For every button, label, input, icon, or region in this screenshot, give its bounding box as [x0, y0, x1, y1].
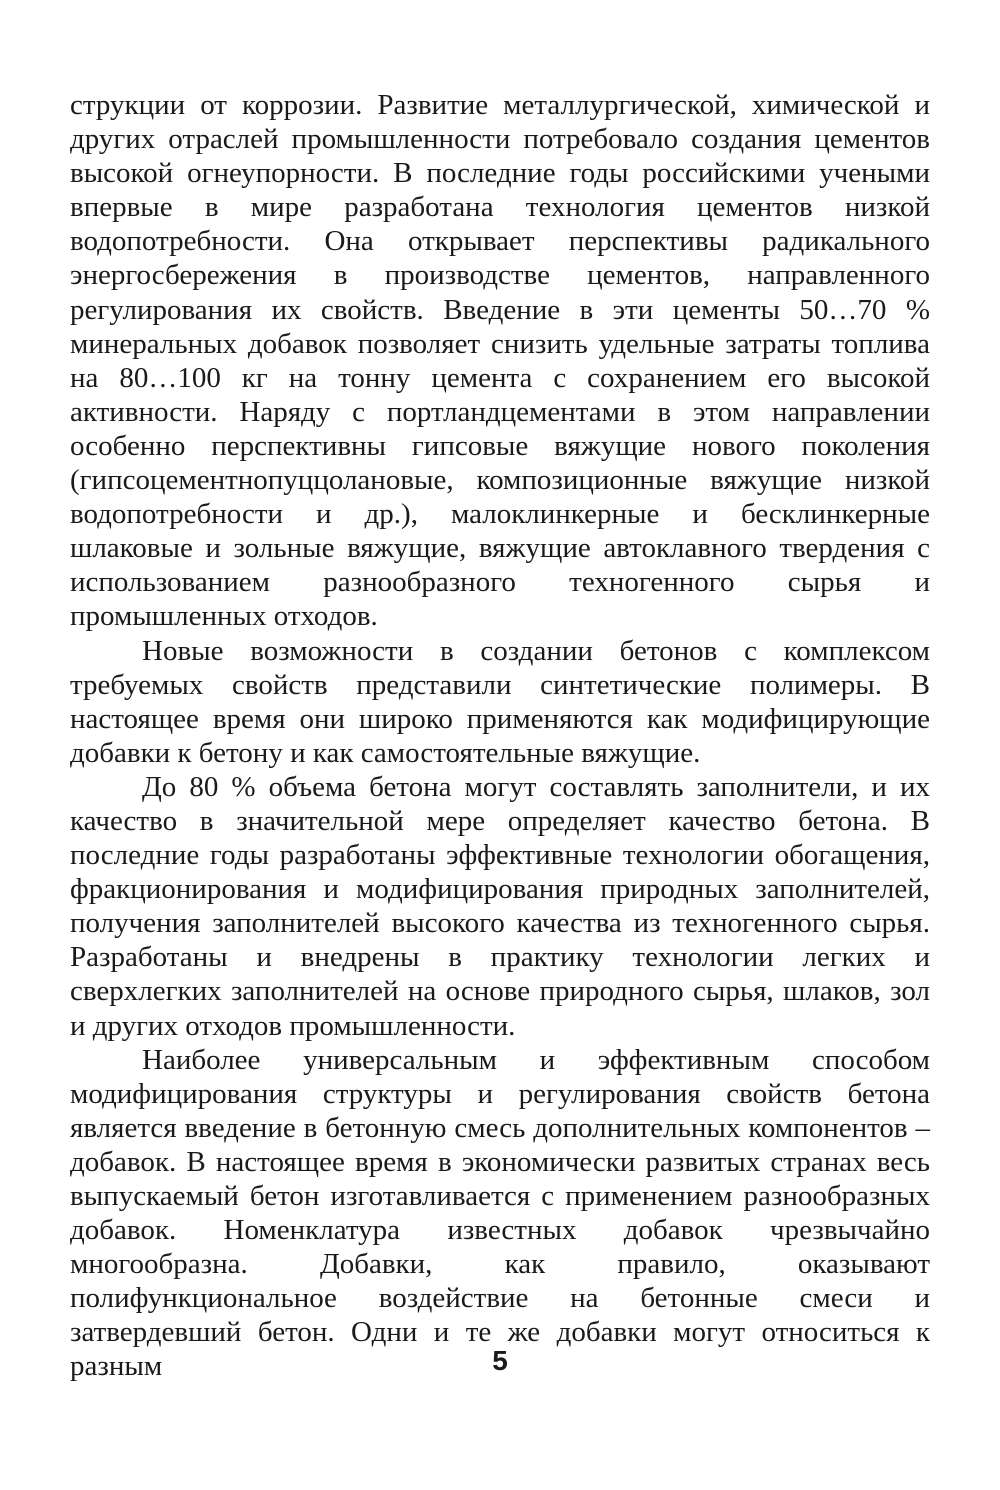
body-text: [70, 88, 930, 1384]
paragraph-additives: Наиболее универсальным и эффективным способом модифицирования структуры и регулирования свойств бетона является введение в бетонную смесь дополнительных компонентов – добавок. В настоящее время в экономически развитых странах весь выпускаемый бетон изготавливается с применением разнообразных добавок. Номенклатура известных добавок чрезвычайно многообразна. Добавки, как правило, оказывают полифункциональное воздействие на бетонные смеси и затвердевший бетон. Одни и те же добавки могут относиться к разным: [70, 1043, 930, 1383]
page-number: 5: [492, 1345, 508, 1376]
paragraph-aggregates: До 80 % объема бетона могут составлять заполнители, и их качество в значительной мере определяет качество бетона. В последние годы разработаны эффективные технологии обогащения, фракционирования и модифицирования природных заполнителей, получения заполнителей высокого качества из техногенного сырья. Разработаны и внедрены в практику технологии легких и сверхлегких заполнителей на основе природного сырья, шлаков, зол и других отходов промышленности.: [70, 770, 930, 1042]
paragraph-continued: струкции от коррозии. Развитие металлургической, химической и других отраслей промышленности потребовало создания цементов высокой огнеупорности. В последние годы российскими учеными впервые в мире разработана технология цементов низкой водопотребности. Она открывает перспективы радикального энергосбережения в производстве цементов, направленного регулирования их свойств. Введение в эти цементы 50…70 % минеральных добавок позволяет снизить удельные затраты топлива на 80…100 кг на тонну цемента с сохранением его высокой активности. Наряду с портландцементами в этом направлении особенно перспективны гипсовые вяжущие нового поколения (гипсоцементнопуццолановые, композиционные вяжущие низкой водопотребности и др.), малоклинкерные и бесклинкерные шлаковые и зольные вяжущие, вяжущие автоклавного твердения с использованием разнообразного техногенного сырья и промышленных отходов.: [70, 89, 930, 633]
paragraph-polymers: Новые возможности в создании бетонов с комплексом требуемых свойств представили синтетические полимеры. В настоящее время они широко применяются как модифицирующие добавки к бетону и как самостоятельные вяжущие.: [70, 634, 930, 769]
